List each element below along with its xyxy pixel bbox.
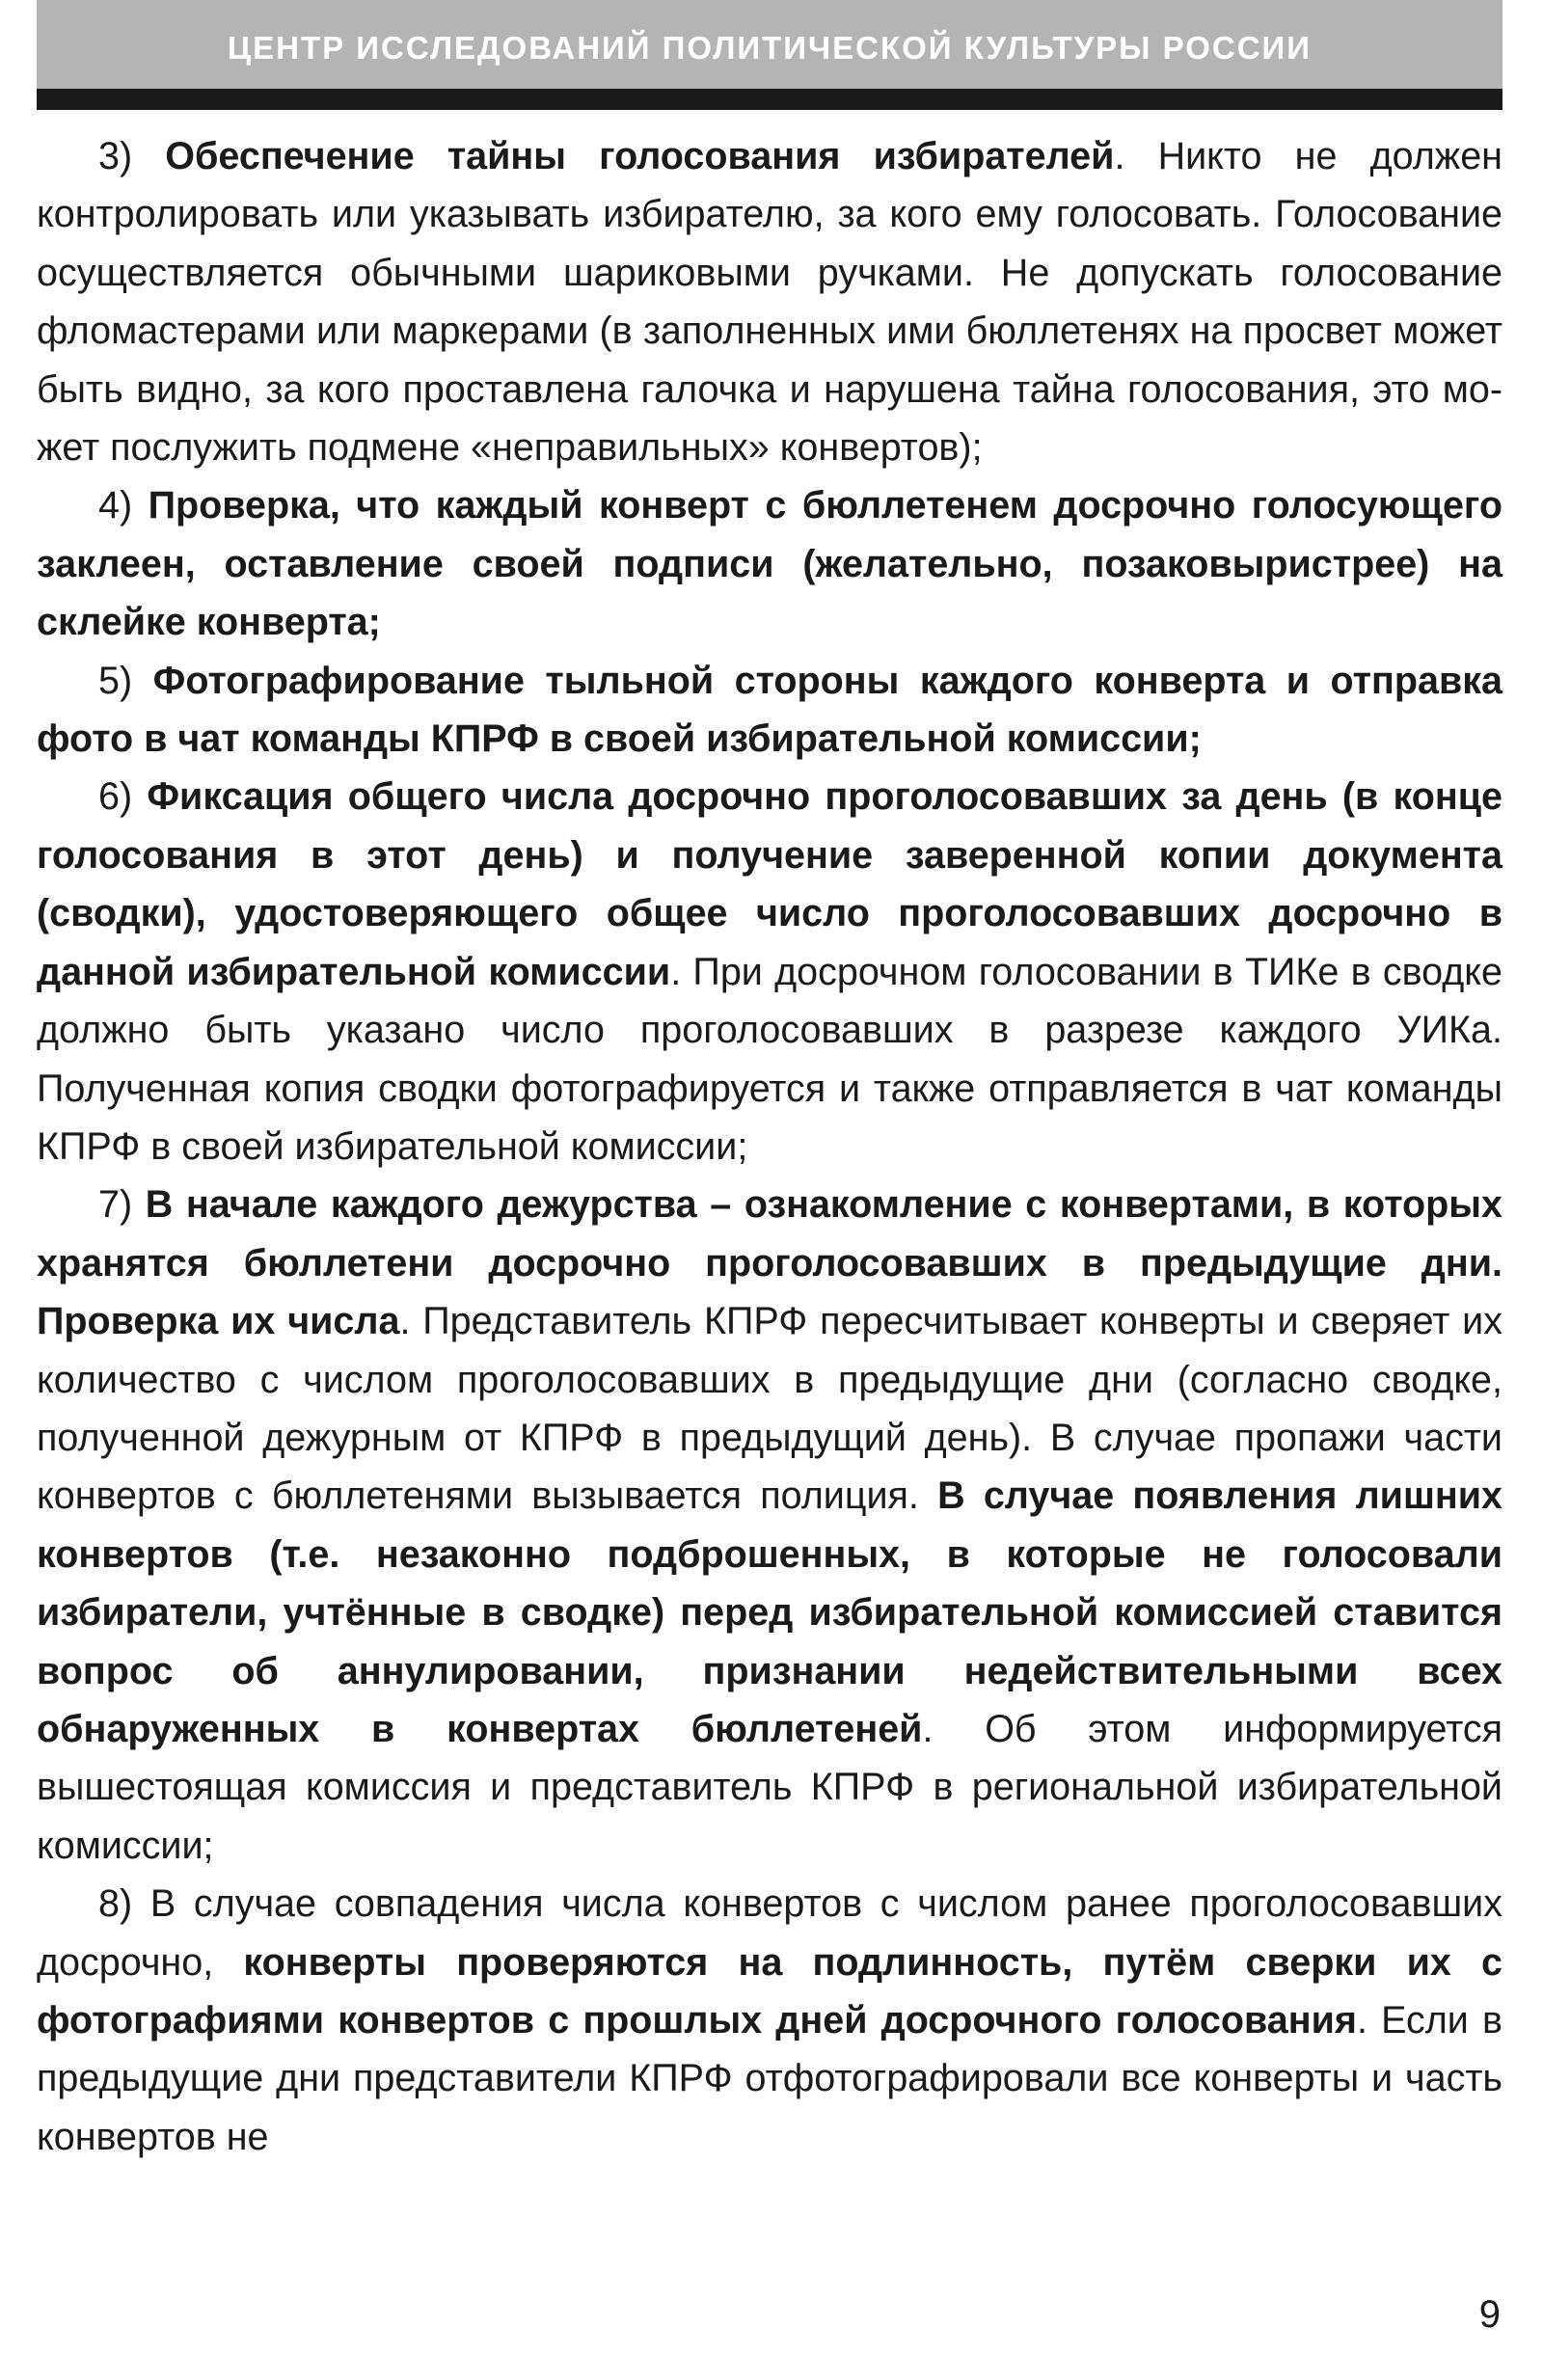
item-number: 6) [98,775,133,819]
body-text: . Никто не должен контролировать или указывать избирателю, за кого ему голосовать. Голосование осуществляется обычными шариковыми ручками. Не допускать голосование фломастерами или маркерами (в заполненных ими бюллетенях на просвет может быть видно, за кого проставлена галочка и нарушена тайна голосования, это может послужить подмене «неправильных» конвертов); [37,135,1502,470]
body-text: . При досрочном голосовании в ТИКе в сводке должно быть указано число проголосовавших в разрезе каждого УИКа. Полученная копия сводки фотографируется и также отправляется в чат команды КПРФ в своей избирательной комиссии; [37,950,1502,1168]
paragraph-item-5 [37,652,1502,769]
bold-text: Фиксация общего числа досрочно проголосовавших за день (в конце голосования в этот день) и получение заверенной копии документа (сводки), удостоверяющего общее число проголосовавших досрочно в данной избирательной комиссии [37,775,1502,993]
bold-text: В начале каждого дежурства – ознакомление с конвертами, в которых хранятся бюллетени досрочно проголосовавших в предыдущие дни. Проверка их числа [37,1183,1502,1343]
page-body [37,127,1502,2166]
item-number: 8) [98,1882,133,1926]
body-text: . Представитель КПРФ пересчитывает конверты и сверяет их количество с числом проголосовавших в предыдущие дни (согласно сводке, полученной дежурным от КПРФ в предыдущий день). В случае пропажи части конвертов с бюллетенями вызывается полиция. [37,1300,1502,1518]
item-number: 4) [98,484,133,527]
header-title: ЦЕНТР ИССЛЕДОВАНИЙ ПОЛИТИЧЕСКОЙ КУЛЬТУРЫ РОССИИ [228,30,1312,66]
paragraph-item-4 [37,476,1502,651]
paragraph-item-8 [37,1875,1502,2166]
item-number: 5) [98,659,133,702]
bold-text: Обеспечение тайны голосования избирателей [165,135,1115,177]
body-text: В случае совпадения числа конвертов с числом ранее проголосовавших досрочно, [37,1882,1502,1984]
item-number: 7) [98,1183,133,1227]
paragraph-item-6 [37,768,1502,1176]
bold-text: В случае появления лишних конвертов (т.е. незаконно подброшенных, в которые не голосовали избиратели, учтённые в сводке) перед избирательной комиссией ставится вопрос об аннулировании, признании недействительными всех обнаруженных в конвертах бюллетеней [37,1474,1502,1750]
body-text: . Если в предыдущие дни представители КПРФ отфотографировали все конверты и часть конвертов не [37,1999,1502,2158]
body-text: . Об этом информируется вышестоящая комиссия и представитель КПРФ в региональной избирательной комиссии; [37,1707,1502,1867]
bold-text: конверты проверяются на подлинность, путём сверки их с фотографиями конвертов с прошлых дней досрочного голосования [37,1940,1502,2042]
paragraph-item-3 [37,127,1502,476]
paragraph-item-7 [37,1176,1502,1875]
page-number: 9 [1478,2293,1501,2336]
item-number: 3) [98,135,133,177]
bold-text: Проверка, что каждый конверт с бюллетенем досрочно голосующего заклеен, оставление своей подписи (желательно, позаковыристрее) на склейке конверта; [37,484,1502,644]
bold-text: Фотографирование тыльной стороны каждого конверта и отправка фото в чат команды КПРФ в своей избирательной комиссии; [37,659,1502,761]
running-header [37,0,1502,110]
